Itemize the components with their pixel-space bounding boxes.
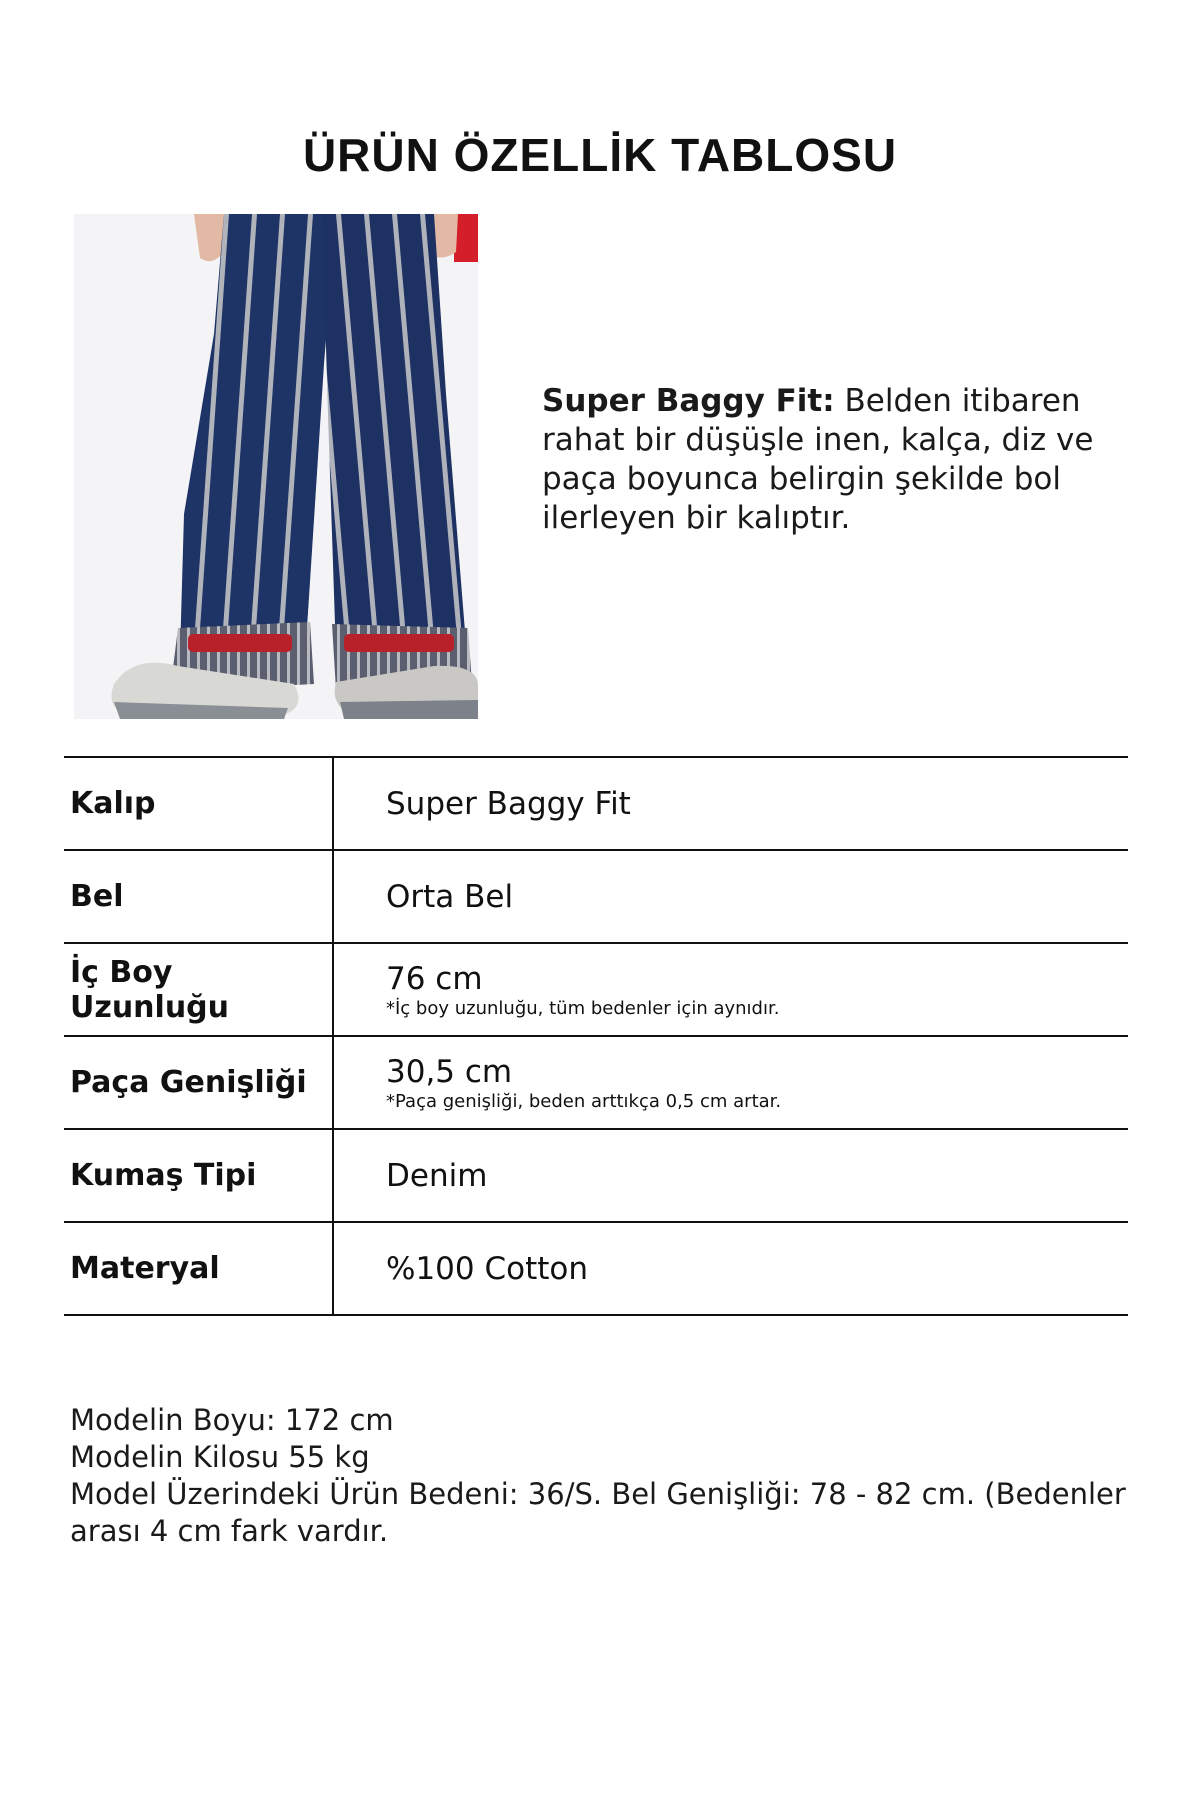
page-title: ÜRÜN ÖZELLİK TABLOSU: [302, 129, 898, 181]
spec-note: *İç boy uzunluğu, tüm bedenler için aynıdır.: [386, 998, 780, 1019]
spec-value: 76 cm: [386, 961, 483, 997]
spec-label: Materyal: [70, 1251, 220, 1286]
fit-description-text: Belden itibaren rahat bir düşüşle inen, kalça, diz ve paça boyunca belirgin şekilde bol ilerleyen bir kalıptır.: [542, 383, 1094, 536]
fit-description: [542, 382, 1142, 538]
spec-value: Denim: [386, 1157, 488, 1194]
spec-value: %100 Cotton: [386, 1250, 589, 1287]
column-divider: [332, 1037, 334, 1130]
spec-value-cell: [386, 851, 1128, 942]
spec-row-kalip: [64, 758, 1128, 851]
embroidery-right-shape: [344, 634, 454, 652]
spec-label: Kumaş Tipi: [70, 1158, 257, 1193]
spec-row-kumas: [64, 1130, 1128, 1223]
left-leg-shape: [180, 214, 336, 654]
spec-value-cell: [386, 1037, 1128, 1128]
spec-value: Orta Bel: [386, 878, 514, 915]
spec-row-ic-boy: [64, 944, 1128, 1037]
model-size: Model Üzerindeki Ürün Bedeni: 36/S. Bel Genişliği: 78 - 82 cm. (Bedenler arası 4 cm fark vardır.: [70, 1477, 1126, 1548]
spec-value-cell: [386, 1223, 1128, 1314]
spec-label: Paça Genişliği: [70, 1065, 307, 1100]
column-divider: [332, 851, 334, 944]
spec-value-cell: [386, 944, 1128, 1035]
spec-row-paca: [64, 1037, 1128, 1130]
product-photo: [74, 214, 478, 719]
spec-label: İç Boy Uzunluğu: [70, 954, 230, 1025]
spec-value: 30,5 cm: [386, 1054, 513, 1090]
spec-value-cell: [386, 1130, 1128, 1221]
column-divider: [332, 944, 334, 1037]
model-weight: Modelin Kilosu 55 kg: [70, 1440, 370, 1474]
spec-table: [64, 756, 1128, 1316]
embroidery-left-shape: [188, 634, 292, 652]
spec-value-cell: [386, 758, 1128, 849]
fit-description-title: Super Baggy Fit:: [542, 383, 835, 419]
spec-note: *Paça genişliği, beden arttıkça 0,5 cm artar.: [386, 1091, 782, 1112]
model-height: Modelin Boyu: 172 cm: [70, 1403, 394, 1437]
column-divider: [332, 758, 334, 851]
right-sole-shape: [340, 700, 478, 719]
spec-label: Kalıp: [70, 786, 156, 821]
hand-left-shape: [194, 214, 224, 261]
spec-label: Bel: [70, 879, 124, 914]
column-divider: [332, 1223, 334, 1316]
right-leg-shape: [322, 214, 466, 654]
spec-row-materyal: [64, 1223, 1128, 1316]
spec-value: Super Baggy Fit: [386, 785, 631, 822]
model-info: [70, 1402, 1140, 1550]
spec-row-bel: [64, 851, 1128, 944]
column-divider: [332, 1130, 334, 1223]
